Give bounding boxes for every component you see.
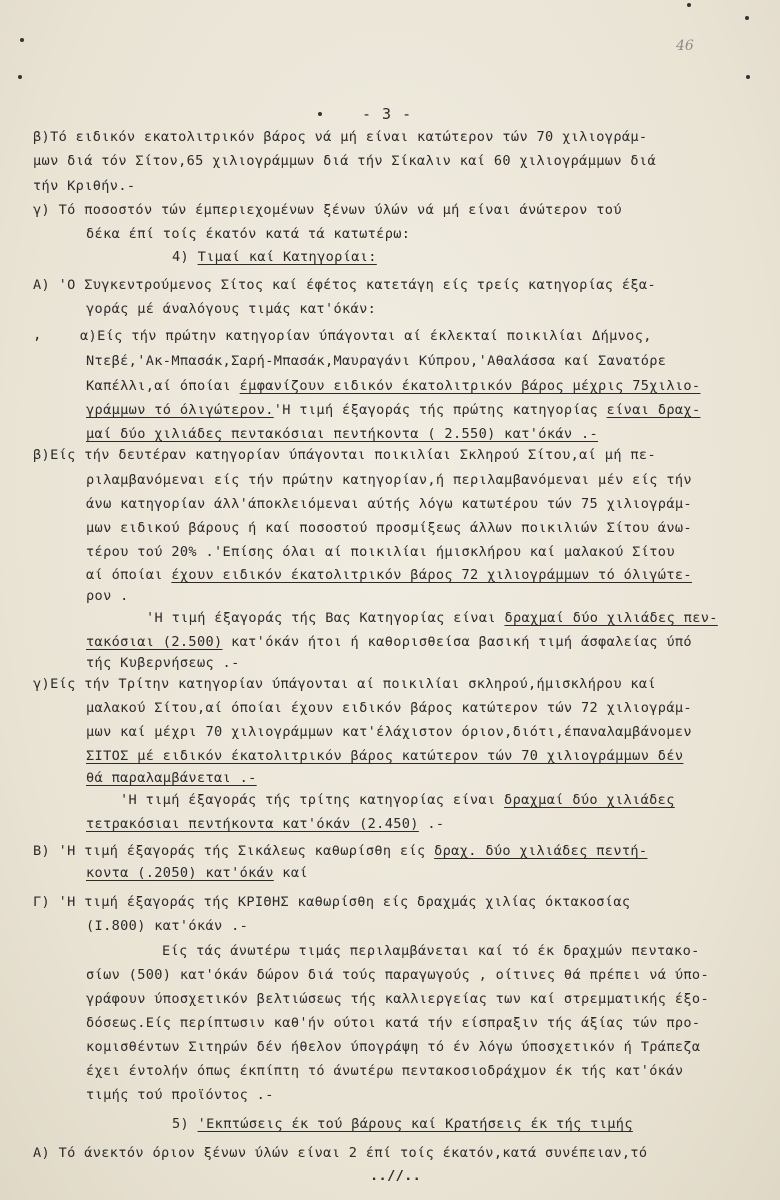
- underlined-text: τετρακόσιαι πεντήκοντα κατ'όκάν (2.450): [86, 816, 419, 832]
- text-line: [86, 543, 675, 561]
- underlined-text: Τιμαί καί Κατηγορίαι:: [197, 249, 377, 265]
- text-line: [86, 815, 444, 833]
- text-segment: μων ειδικού βάρους ή καί ποσοστού προσμίξεως άλλων ποικιλιών Σίτου άνω-: [86, 520, 692, 536]
- text-segment: 'Η τιμή έξαγοράς τής τρίτης κατηγορίας είναι: [120, 792, 505, 808]
- text-line: [33, 446, 656, 464]
- text-line: [33, 201, 622, 219]
- text-segment: Β) 'Η τιμή έξαγοράς τής Σικάλεως καθωρίσθη είς: [33, 843, 435, 859]
- text-line: [86, 1062, 683, 1080]
- text-segment: έχει έντολήν όπως έκπίπτη τό άνωτέρω πεντακοσιοδράχμον έκ τής κατ'όκάν: [86, 1063, 684, 1079]
- ink-speck: [687, 3, 691, 7]
- margin-mark: ,: [33, 327, 42, 343]
- underlined-text: θά παραλαμβάνεται .-: [86, 770, 257, 786]
- text-segment: μων διά τόν Σίτον,65 χιλιογράμμων διά τήν Σίκαλιν καί 60 χιλιογράμμων διά: [33, 153, 656, 169]
- text-segment: μων καί μέχρι 70 χιλιογράμμων κατ'έλάχιστον όριον,διότι,έπαναλαμβάνομεν: [86, 724, 692, 740]
- text-segment: (Ι.800) κατ'όκάν .-: [86, 918, 249, 934]
- ink-speck: [745, 16, 749, 20]
- underlined-text: μαί δύο χιλιάδες πεντακόσιαι πεντήκοντα ( 2.550) κατ'όκάν .-: [86, 426, 599, 442]
- text-line: [162, 942, 700, 960]
- text-line: [33, 276, 656, 294]
- text-segment: τήν Κριθήν.-: [33, 178, 136, 194]
- text-segment: α)Είς τήν πρώτην κατηγορίαν ύπάγονται αί έκλεκταί ποικιλίαι Δήμνος,: [80, 328, 652, 344]
- ink-speck: [18, 75, 22, 79]
- text-line: [33, 1144, 647, 1162]
- text-segment: Είς τάς άνωτέρω τιμάς περιλαμβάνεται καί τό έκ δραχμών πεντακο-: [162, 943, 700, 959]
- ink-speck: [318, 112, 322, 116]
- text-line: [86, 769, 257, 787]
- text-segment: .-: [418, 816, 445, 832]
- text-segment: 'Η τιμή έξαγοράς τής Βας Κατηγορίας είναι: [146, 610, 505, 626]
- text-segment: τής Κυβερνήσεως .-: [86, 655, 240, 671]
- text-segment: σίων (500) κατ'όκάν δώρον διά τούς παραγωγούς , οίτινες θά πρέπει νά ύπο-: [86, 967, 709, 983]
- text-line: [86, 566, 692, 584]
- text-segment: β)Είς τήν δευτέραν κατηγορίαν ύπάγονται ποικιλίαι Σκληρού Σίτου,αί μή πε-: [33, 447, 656, 463]
- text-line: [86, 471, 692, 489]
- text-line: [80, 327, 652, 345]
- text-line: [86, 747, 683, 765]
- underlined-text: έμφανίζουν ειδικόν έκατολιτρικόν βάρος μέχρις 75χιλιο-: [239, 378, 701, 394]
- underlined-text: κοντα (.2050) κατ'όκάν: [86, 865, 274, 881]
- text-line: [86, 917, 248, 935]
- text-line: [86, 966, 709, 984]
- text-segment: καί: [273, 865, 308, 881]
- ink-speck: [746, 75, 750, 79]
- handwritten-page-number: 46: [676, 38, 694, 54]
- text-line: [86, 723, 692, 741]
- text-segment: τέρου τού 20% .'Επίσης όλαι αί ποικιλίαι ήμισκλήρου καί μαλακού Σίτου: [86, 544, 675, 560]
- underlined-text: έχουν ειδικόν έκατολιτρικόν βάρος 72 χιλιογράμμων τό όλιγώτε-: [171, 567, 692, 583]
- page-number: - 3 -: [362, 105, 413, 123]
- text-segment: γοράς μέ άναλόγους τιμάς κατ'όκάν:: [86, 301, 377, 317]
- text-segment: 'Η τιμή έξαγοράς τής πρώτης κατηγορίας: [273, 402, 607, 418]
- text-segment: τιμής τού προϊόντος .-: [86, 1087, 274, 1103]
- underlined-text: τακόσιαι (2.500): [86, 634, 223, 650]
- text-segment: γράφουν ύποσχετικόν βελτιώσεως τής καλλιεργείας των καί στρεμματικής έξο-: [86, 991, 709, 1007]
- underlined-text: δραχμαί δύο χιλιάδες πεν-: [504, 610, 718, 626]
- text-line: [86, 1086, 274, 1104]
- text-segment: Α) 'Ο Συγκεντρούμενος Σίτος καί έφέτος κατετάγη είς τρείς κατηγορίας έξα-: [33, 277, 656, 293]
- text-segment: αί όποίαι: [86, 567, 172, 583]
- text-segment: δόσεως.Είς περίπτωσιν καθ'ήν ούτοι κατά τήν είσπραξιν τής άξίας τών προ-: [86, 1015, 701, 1031]
- text-line: [172, 1115, 633, 1133]
- text-line: [86, 425, 598, 443]
- text-line: [33, 675, 656, 693]
- text-line: [86, 225, 410, 243]
- text-line: [86, 377, 700, 395]
- text-line: [86, 864, 308, 882]
- text-line: [86, 495, 692, 513]
- underlined-text: είναι δραχ-: [606, 402, 701, 418]
- text-line: [86, 352, 666, 370]
- text-segment: β)Τό ειδικόν εκατολιτρικόν βάρος νά μή είναι κατώτερον τών 70 χιλιογράμ-: [33, 129, 648, 145]
- text-segment: κομισθέντων Σιτηρών δέν ήθελον ύπογράψη τό έν λόγω ύποσχετικόν ή Τράπεζα: [86, 1039, 701, 1055]
- text-segment: κατ'όκάν ήτοι ή καθορισθείσα βασική τιμή άσφαλείας ύπό: [222, 634, 692, 650]
- text-segment: ριλαμβανόμεναι είς τήν πρώτην κατηγορίαν,ή περιλαμβανόμεναι μέν είς τήν: [86, 472, 692, 488]
- ink-speck: [20, 38, 24, 42]
- text-segment: δέκα έπί τοίς έκατόν κατά τά κατωτέρω:: [86, 226, 411, 242]
- text-segment: μαλακού Σίτου,αί όποίαι έχουν ειδικόν βάρος κατώτερον τών 72 χιλιογράμ-: [86, 700, 692, 716]
- text-segment: Ντεβέ,'Ακ-Μπασάκ,Σαρή-Μπασάκ,Μαυραγάνι Κύπρου,'Αθαλάσσα καί Σανατόρε: [86, 353, 667, 369]
- text-segment: ρον .: [86, 588, 129, 604]
- text-line: [86, 990, 709, 1008]
- text-line: [86, 654, 240, 672]
- text-line: [33, 128, 647, 146]
- text-segment: γ)Είς τήν Τρίτην κατηγορίαν ύπάγονται αί ποικιλίαι σκληρού,ήμισκλήρου καί: [33, 676, 656, 692]
- text-line: [86, 300, 376, 318]
- text-line: [172, 248, 377, 266]
- text-line: [86, 1038, 700, 1056]
- text-line: [86, 401, 701, 419]
- text-line: [86, 519, 692, 537]
- page-footer: ..//..: [370, 1168, 422, 1184]
- underlined-text: δραχ. δύο χιλιάδες πεντή-: [434, 843, 648, 859]
- text-line: [120, 791, 675, 809]
- text-line: [86, 1014, 700, 1032]
- text-segment: Καπέλλι,αί όποίαι: [86, 378, 240, 394]
- text-line: [86, 633, 692, 651]
- underlined-text: ΣΙΤΟΣ μέ ειδικόν έκατολιτρικόν βάρος κατώτερον τών 70 χιλιογράμμων δέν: [86, 748, 684, 764]
- text-segment: 5): [172, 1116, 198, 1132]
- text-line: [33, 893, 630, 911]
- text-line: [86, 587, 129, 605]
- text-segment: 4): [172, 249, 198, 265]
- text-segment: άνω κατηγορίαν άλλ'άποκλειόμεναι αύτής λόγω κατωτέρου τών 75 χιλιογράμ-: [86, 496, 692, 512]
- underlined-text: 'Εκπτώσεις έκ τού βάρους καί Κρατήσεις έκ τής τιμής: [197, 1116, 633, 1132]
- underlined-text: γράμμων τό όλιγώτερον.: [86, 402, 274, 418]
- text-line: [33, 842, 647, 860]
- text-line: [146, 609, 718, 627]
- text-line: [33, 177, 135, 195]
- text-line: [33, 152, 656, 170]
- text-segment: γ) Τό ποσοστόν τών έμπεριεχομένων ξένων ύλών νά μή είναι άνώτερον τού: [33, 202, 622, 218]
- text-line: [86, 699, 692, 717]
- underlined-text: δραχμαί δύο χιλιάδες: [504, 792, 675, 808]
- text-segment: Γ) 'Η τιμή έξαγοράς τής ΚΡΙΘΗΣ καθωρίσθη είς δραχμάς χιλίας όκτακοσίας: [33, 894, 631, 910]
- text-segment: Α) Τό άνεκτόν όριον ξένων ύλών είναι 2 έπί τοίς έκατόν,κατά συνέπειαν,τό: [33, 1145, 648, 1161]
